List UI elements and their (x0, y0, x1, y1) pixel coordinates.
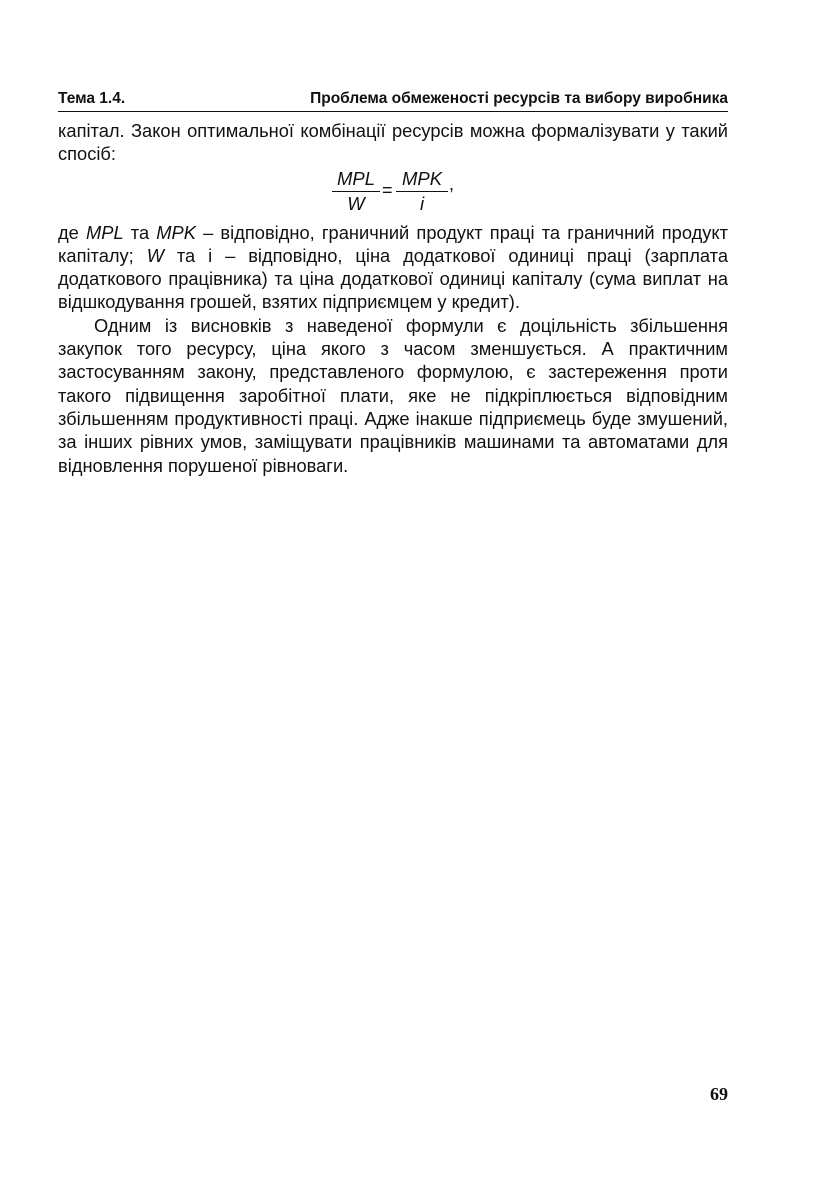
term-mpk: MPK (156, 221, 196, 243)
fraction-right-numerator: MPK (396, 168, 448, 192)
fraction-left (332, 168, 380, 216)
definitions-text-3: – відповідно, граничний продукт праці та граничний продукт капіталу; (58, 221, 728, 266)
running-header (58, 89, 728, 112)
paragraph-continuation: капітал. Закон оптимальної комбінації ресурсів можна формалізувати у такий спосіб: (58, 120, 728, 165)
formula-comma: , (449, 173, 455, 194)
fraction-right-denominator: i (419, 192, 425, 214)
formula (58, 166, 728, 221)
definitions-text-4: та і – відповідно, ціна додаткової одиниці праці (зарплата додаткового працівника) та ціна додаткової одиниці капіталу (сума виплат на відшкодування грошей, взятих підприємцем у кредит). (58, 244, 728, 313)
fraction-left-denominator: W (347, 192, 365, 214)
paragraph-conclusions: Одним із висновків з наведеної формули є доцільність збільшення закупок того ресурсу, ціна якого з часом зменшується. А практичним застосуванням закону, представленого формулою, є застереження проти такого підвищення заробітної плати, яке не підкріплюється відповідним збільшенням продуктивності праці. Адже інакше підприємець буде змушений, за інших рівних умов, заміщувати працівників машинами та автоматами для відновлення порушеної рівноваги. (58, 314, 728, 476)
term-w: W (146, 244, 164, 266)
fraction-left-numerator: MPL (332, 168, 380, 192)
term-mpl: MPL (86, 221, 124, 243)
header-topic-title: Проблема обмеженості ресурсів та вибору виробника (310, 90, 728, 107)
header-topic-number: Тема 1.4. (58, 90, 126, 107)
definitions-text-2: та (123, 221, 157, 243)
fraction-right (396, 168, 448, 216)
paragraph-definitions (58, 221, 728, 314)
body-text (58, 119, 728, 477)
equals-sign: = (382, 179, 393, 200)
page-number: 69 (710, 1084, 728, 1104)
definitions-text-1: де (58, 221, 87, 243)
